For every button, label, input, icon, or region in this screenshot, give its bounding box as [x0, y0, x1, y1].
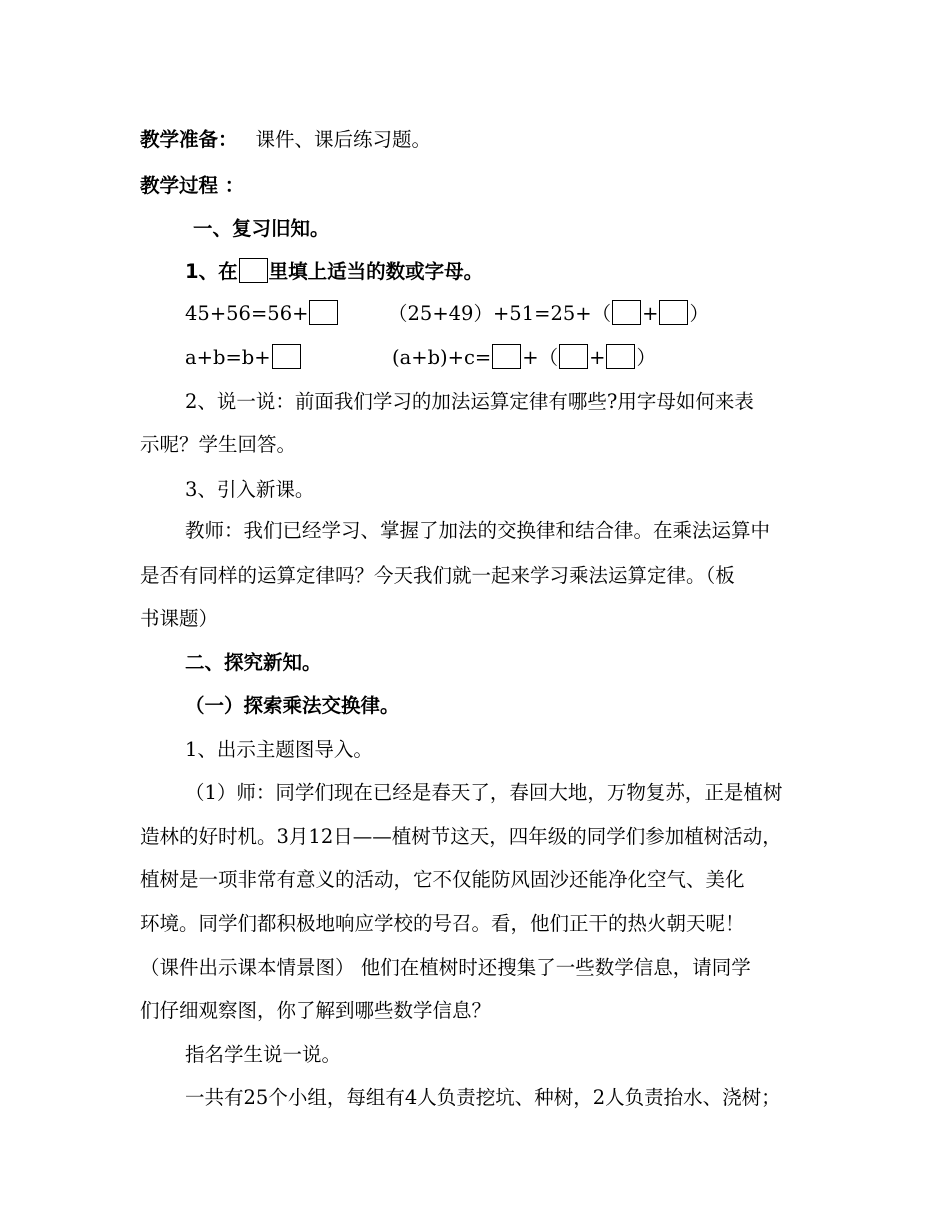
prep-text: 课件、课后练习题。 [255, 128, 432, 151]
close-paren: ） [636, 346, 656, 369]
equation-2-right [392, 345, 656, 371]
answer-box[interactable] [272, 344, 301, 369]
process-label: 教学过程 ： [140, 174, 245, 197]
plus-paren: +（ [522, 346, 559, 369]
equation-1-right [388, 301, 709, 327]
equation-text: (a+b)+c= [392, 346, 492, 369]
paragraph1-line2: 造林的好时机。3月12日——植树节这天，四年级的同学们参加植树活动， [140, 825, 782, 848]
paragraph1-line6: 们仔细观察图，你了解到哪些数学信息？ [140, 999, 492, 1022]
question3: 3、引入新课。 [185, 478, 315, 501]
equation-text: （25+49）+51=25+（ [388, 302, 612, 325]
answer-box[interactable] [606, 344, 635, 369]
question1-pre: 1、在 [185, 260, 238, 283]
paragraph1-line3: 植树是一项非常有意义的活动，它不仅能防风固沙还能净化空气、美化 [140, 868, 745, 891]
equation-text: 45+56=56+ [185, 302, 309, 325]
prep-line [140, 127, 431, 153]
paragraph2: 指名学生说一说。 [185, 1043, 342, 1066]
question1 [185, 259, 483, 285]
answer-box[interactable] [559, 344, 588, 369]
teacher-line3: 书课题） [140, 607, 219, 630]
item1: 1、出示主题图导入。 [185, 738, 373, 761]
teacher-line2: 是否有同样的运算定律吗？今天我们就一起来学习乘法运算定律。（板 [140, 564, 735, 587]
paragraph3: 一共有25个小组，每组有4人负责挖坑、种树，2人负责抬水、浇树； [185, 1086, 781, 1109]
answer-box[interactable] [492, 344, 521, 369]
equation-1-left [185, 301, 339, 327]
plus-sign: + [642, 302, 659, 325]
section2-title: 二、探究新知。 [185, 651, 322, 674]
question2-line2: 示呢？学生回答。 [140, 433, 297, 456]
paragraph1-line1: （1）师：同学们现在已经是春天了，春回大地，万物复苏，正是植树 [185, 781, 783, 804]
answer-box[interactable] [659, 300, 688, 325]
section1-title: 一、复习旧知。 [193, 217, 330, 240]
prep-label: 教学准备： [140, 128, 238, 151]
answer-box[interactable] [309, 300, 338, 325]
question1-post: 里填上适当的数或字母。 [268, 260, 484, 283]
answer-box[interactable] [612, 300, 641, 325]
close-paren: ） [689, 302, 709, 325]
answer-box [239, 258, 268, 283]
teacher-line1: 教师：我们已经学习、掌握了加法的交换律和结合律。在乘法运算中 [185, 519, 771, 542]
section2-subtitle: （一）探索乘法交换律。 [185, 694, 400, 717]
question2-line1: 2、说一说：前面我们学习的加法运算定律有哪些?用字母如何来表 [185, 390, 754, 413]
paragraph1-line5: （课件出示课本情景图） 他们在植树时还搜集了一些数学信息，请同学 [140, 956, 751, 979]
equation-2-left [185, 345, 302, 371]
equation-text: a+b=b+ [185, 346, 271, 369]
paragraph1-line4: 环境。同学们都积极地响应学校的号召。看，他们正干的热火朝天呢！ [140, 912, 745, 935]
plus-sign: + [589, 346, 606, 369]
